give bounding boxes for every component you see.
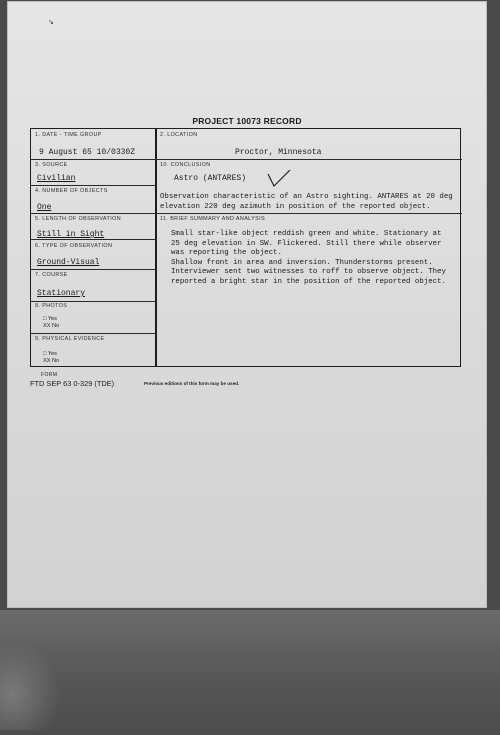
source-value: Civilian xyxy=(37,174,76,183)
conclusion-label: 10. CONCLUSION xyxy=(160,162,211,168)
objects-label: 4. NUMBER OF OBJECTS xyxy=(35,188,108,194)
backdrop xyxy=(0,610,500,735)
evidence-label: 9. PHYSICAL EVIDENCE xyxy=(35,336,105,342)
length-label: 5. LENGTH OF OBSERVATION xyxy=(35,216,121,222)
photos-no-checkbox: XX No xyxy=(43,323,60,329)
location-value: Proctor, Minnesota xyxy=(235,148,322,157)
checkmark-icon xyxy=(266,170,292,188)
row-divider xyxy=(31,213,155,214)
course-label: 7. COURSE xyxy=(35,272,68,278)
backdrop-stain xyxy=(0,640,60,730)
summary-line: Small star-like object reddish green and white. Stationary at xyxy=(171,230,442,238)
row-divider xyxy=(31,301,155,302)
type-label: 6. TYPE OF OBSERVATION xyxy=(35,243,113,249)
row-divider xyxy=(31,269,155,270)
record-form xyxy=(30,128,461,367)
pen-mark-icon: ↘ xyxy=(48,19,54,26)
summary-text xyxy=(171,230,446,288)
footer-form-label: FORM xyxy=(41,372,58,378)
summary-line: 25 deg elevation in SW. Flickered. Still there while observer xyxy=(171,239,442,248)
summary-label: 11. BRIEF SUMMARY AND ANALYSIS xyxy=(160,216,266,222)
evidence-yes-checkbox: □ Yes xyxy=(43,351,57,357)
footer-form-code: FTD SEP 63 0-329 (TDE) xyxy=(30,379,115,388)
date-time-label: 1. DATE - TIME GROUP xyxy=(35,132,102,138)
row-divider xyxy=(155,213,462,214)
footer-note: Previous editions of this form may be used. xyxy=(144,381,240,386)
conclusion-detail-line: elevation 220 deg azimuth in position of the reported object. xyxy=(160,202,431,211)
length-value: Still in Sight xyxy=(37,230,105,239)
course-value: Stationary xyxy=(37,289,86,298)
row-divider xyxy=(31,159,155,160)
summary-line: reported a bright star in the position of the reported object. xyxy=(171,277,446,286)
row-divider xyxy=(155,159,462,160)
source-label: 3. SOURCE xyxy=(35,162,68,168)
type-value: Ground-Visual xyxy=(37,258,100,267)
row-divider xyxy=(31,239,155,240)
document-page xyxy=(8,2,486,607)
page-title: PROJECT 10073 RECORD xyxy=(192,116,302,126)
photos-yes-checkbox: □ Yes xyxy=(43,316,57,322)
photos-label: 8. PHOTOS xyxy=(35,303,68,309)
summary-line: was reporting the object. xyxy=(171,249,282,258)
objects-value: One xyxy=(37,203,52,212)
evidence-no-checkbox: XX No xyxy=(43,358,60,364)
conclusion-detail xyxy=(160,193,453,212)
column-divider xyxy=(155,129,157,366)
location-label: 2. LOCATION xyxy=(160,132,198,138)
row-divider xyxy=(31,185,155,186)
row-divider xyxy=(31,333,155,334)
summary-line: Interviewer sent two witnesses to roff to observe object. They xyxy=(171,268,446,277)
date-time-value: 9 August 65 10/0330Z xyxy=(39,148,136,157)
conclusion-value: Astro (ANTARES) xyxy=(174,174,247,183)
conclusion-detail-line: Observation characteristic of an Astro sighting. ANTARES at 20 deg xyxy=(160,193,453,201)
summary-line: Shallow front in area and inversion. Thunderstorms present. xyxy=(171,258,433,267)
